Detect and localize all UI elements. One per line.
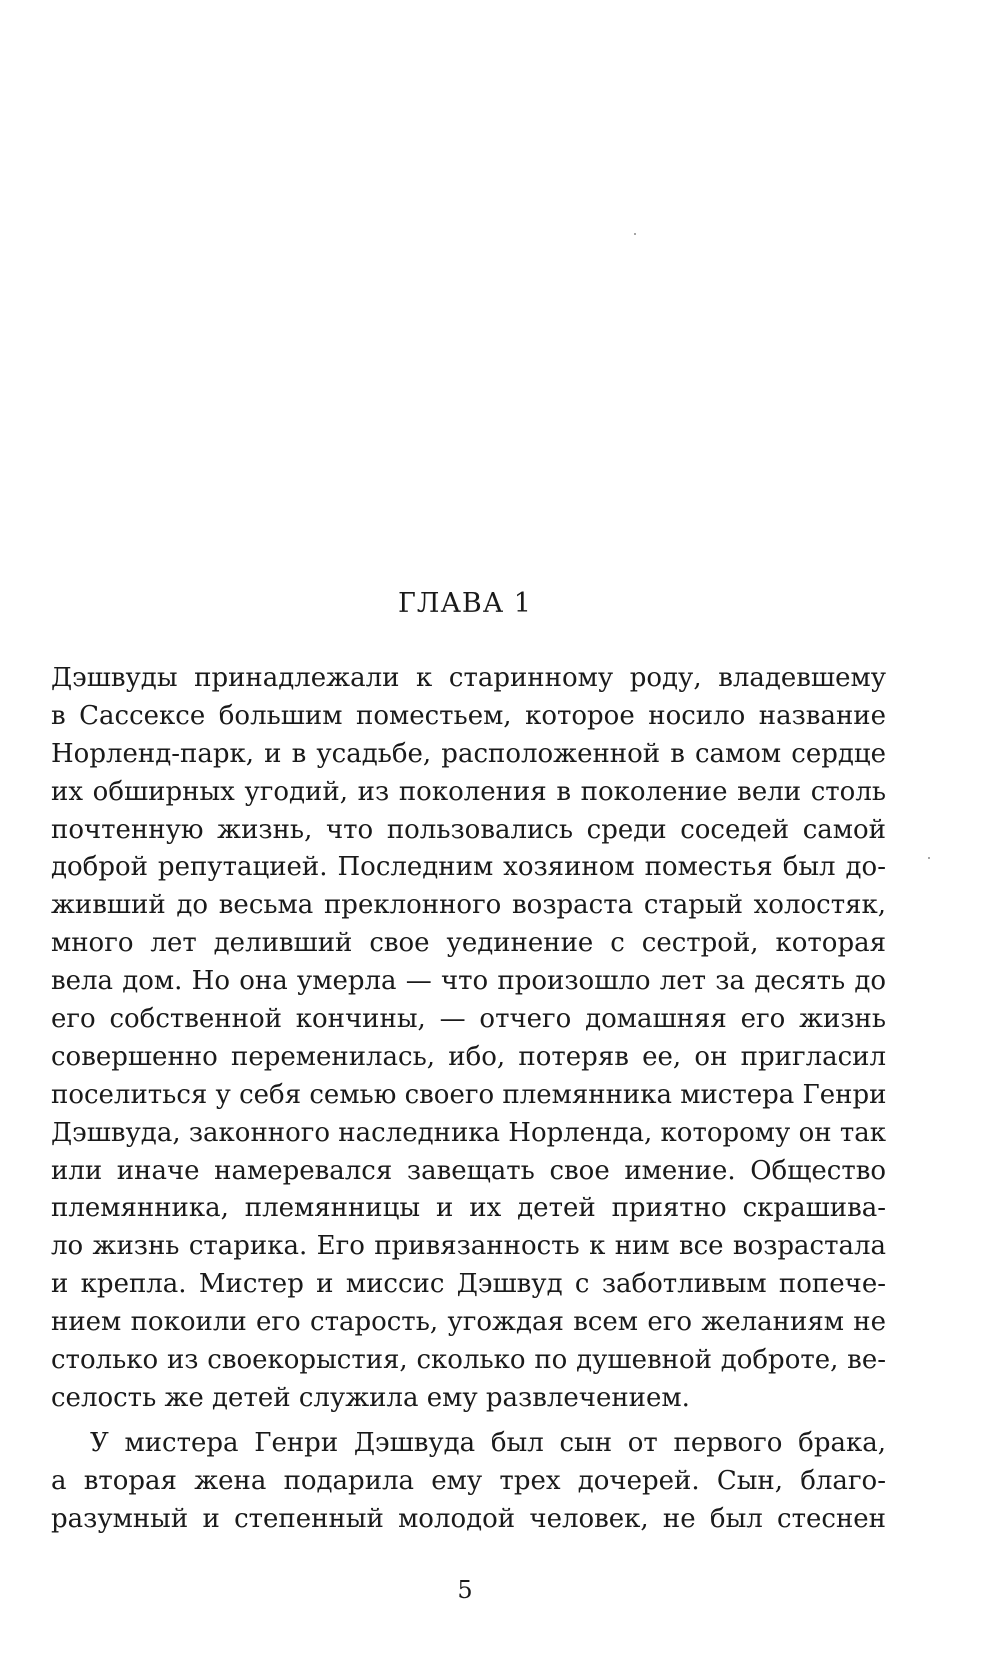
paper-speck (634, 233, 636, 235)
text-line: разумный и степенный молодой человек, не был стеснен (51, 1503, 886, 1534)
chapter-title: ГЛАВА 1 (398, 588, 532, 619)
text-line: селость же детей служила ему развлечением. (51, 1382, 690, 1413)
paragraph-1 (51, 660, 886, 1418)
text-line: У мистера Генри Дэшвуда был сын от первого брака, (90, 1427, 886, 1458)
text-line: вела дом. Но она умерла — что произошло лет за десять до (51, 966, 886, 997)
text-line: поселиться у себя семью своего племянника мистера Генри (51, 1079, 887, 1110)
text-line: их обширных угодий, из поколения в поколение вели столь (51, 776, 886, 807)
text-line: в Сассексе большим поместьем, которое носило название (51, 700, 886, 731)
text-line: живший до весьма преклонного возраста старый холостяк, (51, 890, 886, 921)
text-line: много лет деливший свое уединение с сестрой, которая (51, 928, 886, 959)
text-line: племянника, племянницы и их детей приятно скрашива- (51, 1193, 886, 1224)
text-line: нием покоили его старость, угождая всем его желаниям не (51, 1307, 886, 1338)
text-line: ло жизнь старика. Его привязанность к ним все возрастала (51, 1231, 886, 1262)
paragraph-gap (51, 1418, 886, 1425)
text-line: его собственной кончины, — отчего домашняя его жизнь (51, 1004, 886, 1035)
text-line: и крепла. Мистер и миссис Дэшвуд с заботливым попече- (51, 1269, 886, 1300)
text-line: доброй репутацией. Последним хозяином поместья был до- (51, 852, 886, 883)
text-line: Норленд-парк, и в усадьбе, расположенной в самом сердце (51, 738, 886, 769)
text-line: а вторая жена подарила ему трех дочерей. Сын, благо- (51, 1465, 886, 1496)
text-line: или иначе намеревался завещать свое имение. Общество (51, 1155, 886, 1186)
page-number: 5 (457, 1576, 473, 1604)
chapter-text (51, 660, 886, 1538)
text-line: Дэшвуды принадлежали к старинному роду, владевшему (51, 663, 886, 693)
text-line: Дэшвуда, законного наследника Норленда, которому он так (51, 1117, 886, 1148)
text-line: почтенную жизнь, что пользовались среди соседей самой (51, 814, 886, 845)
paper-speck (928, 857, 930, 859)
paragraph-2 (51, 1425, 886, 1539)
text-line: совершенно переменилась, ибо, потеряв ее, он пригласил (51, 1041, 886, 1072)
text-line: столько из своекорыстия, сколько по душевной доброте, ве- (51, 1345, 886, 1376)
